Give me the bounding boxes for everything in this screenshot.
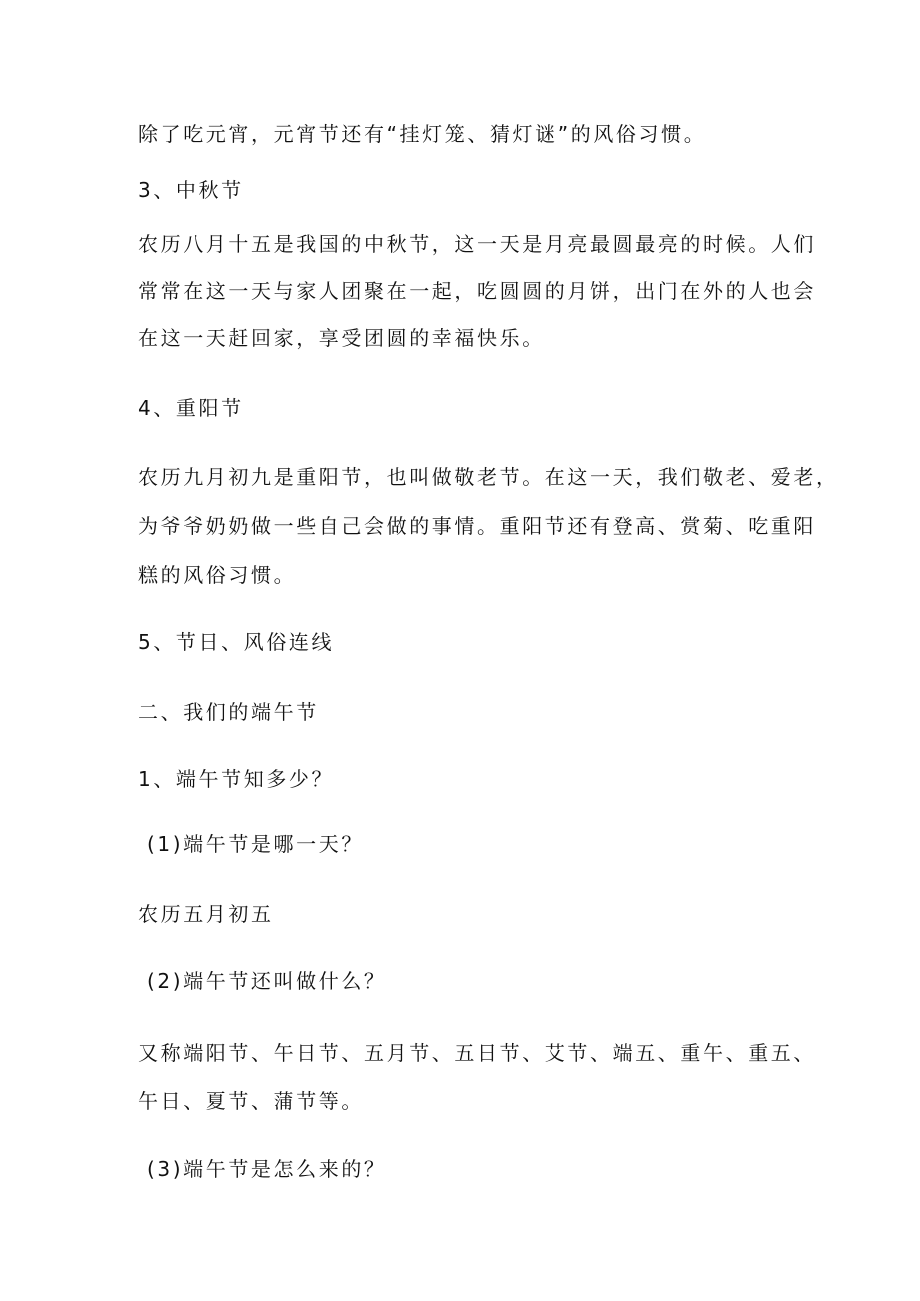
sub-question-2: (2)端午节还叫做什么？ (147, 969, 387, 993)
answer-2-line-2: 午日、夏节、蒲节等。 (138, 1089, 364, 1113)
heading-chongyang: 4、重阳节 (138, 396, 244, 420)
sub-question-1: (1)端午节是哪一天？ (147, 832, 364, 856)
paragraph-mid-autumn-line-2: 常常在这一天与家人团聚在一起，吃圆圆的月饼，出门在外的人也会 (138, 279, 816, 303)
answer-2-line-1: 又称端阳节、午日节、五月节、五日节、艾节、端五、重午、重五、 (138, 1041, 816, 1065)
section-heading-dragon-boat: 二、我们的端午节 (138, 700, 319, 724)
sub-question-3: (3)端午节是怎么来的？ (147, 1157, 387, 1181)
answer-1: 农历五月初五 (138, 902, 274, 926)
paragraph-chongyang-line-1: 农历九月初九是重阳节，也叫做敬老节。在这一天，我们敬老、爱老， (138, 465, 839, 489)
paragraph-mid-autumn-line-1: 农历八月十五是我国的中秋节，这一天是月亮最圆最亮的时候。人们 (138, 232, 816, 256)
question-heading-1: 1、端午节知多少？ (138, 767, 335, 791)
heading-mid-autumn: 3、中秋节 (138, 178, 244, 202)
paragraph-chongyang-line-2: 为爷爷奶奶做一些自己会做的事情。重阳节还有登高、赏菊、吃重阳 (138, 514, 816, 538)
paragraph-chongyang-line-3: 糕的风俗习惯。 (138, 563, 297, 587)
paragraph-lantern-customs: 除了吃元宵，元宵节还有“挂灯笼、猜灯谜”的风俗习惯。 (138, 122, 707, 146)
heading-festival-match: 5、节日、风俗连线 (138, 630, 335, 654)
paragraph-mid-autumn-line-3: 在这一天赶回家，享受团圆的幸福快乐。 (138, 326, 545, 350)
